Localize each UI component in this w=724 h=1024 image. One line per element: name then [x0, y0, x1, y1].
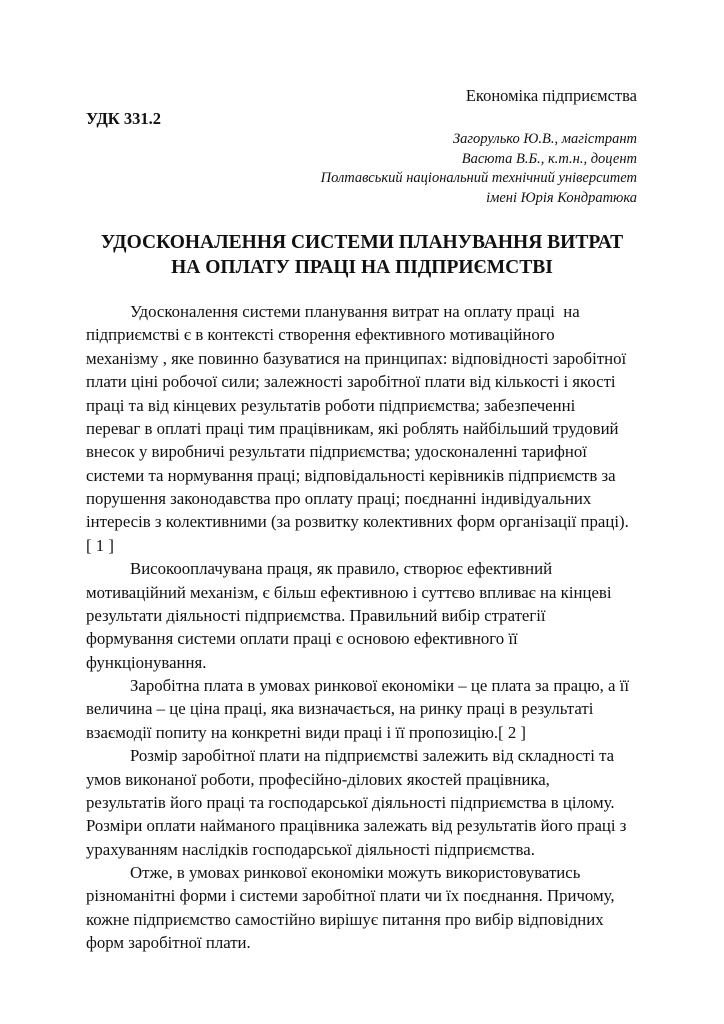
paragraph-line: форм заробітної плати. — [86, 933, 251, 953]
author-1: Загорулько Ю.В., магістрант — [452, 131, 637, 147]
paragraph-line: формування системи оплати праці є основою ефективного її — [86, 629, 518, 649]
paragraph-line: Високооплачувана праця, як правило, створює ефективний — [130, 559, 553, 579]
paragraph-line: механізму , яке повинно базуватися на принципах: відповідності заробітної — [86, 348, 627, 368]
udk-code: УДК 331.2 — [86, 109, 162, 128]
paragraph-line: праці та від кінцевих результатів роботи підприємства; забезпеченні — [86, 395, 576, 415]
affiliation-name: імені Юрія Кондратюка — [486, 190, 637, 207]
affiliation: Полтавський національний технічний університет — [320, 170, 637, 187]
paragraph — [86, 557, 646, 674]
paragraph-line: урахуванням наслідків господарської діяльності підприємства. — [86, 839, 535, 859]
paragraph-line: порушення законодавства про оплату праці; поєднанні індивідуальних — [86, 489, 592, 508]
paragraph-line: Удосконалення системи планування витрат на оплату праці на — [130, 302, 580, 321]
title-line: НА ОПЛАТУ ПРАЦІ НА ПІДПРИЄМСТВІ — [171, 257, 553, 278]
paragraph-line: результати діяльності підприємства. Правильний вибір стратегії — [86, 605, 546, 625]
paragraph-line: результатів його праці та господарської діяльності підприємства в цілому. — [86, 792, 615, 812]
paragraph-line: різноманітні форми і системи заробітної плати чи їх поєднання. Причому, — [86, 886, 615, 906]
paragraph-line: мотиваційний механізм, є більш ефективною і суттєво впливає на кінцеві — [86, 582, 612, 602]
paragraph — [86, 861, 646, 955]
paragraph-line: Отже, в умовах ринкової економіки можуть використовуватись — [130, 863, 581, 882]
paragraph-line: переваг в оплаті праці тим працівникам, які роблять найбільший трудовий — [86, 418, 619, 438]
paragraph-line: Заробітна плата в умовах ринкової економіки – це плата за працю, а її — [130, 676, 630, 695]
author-2: Васюта В.Б., к.т.н., доцент — [461, 150, 637, 167]
paragraph-line: підприємстві є в контексті створення ефективного мотиваційного — [86, 325, 555, 345]
paragraph-line: плати ціні робочої сили; залежності заробітної плати від кількості і якості — [86, 372, 616, 392]
paragraph-line: інтересів з колективними (за розвитку колективних форм організації праці). — [86, 512, 629, 532]
journal-section: Економіка підприємства — [465, 86, 637, 105]
article-title — [0, 230, 724, 280]
paragraph-line: системи та нормування праці; відповідальності керівників підприємств за — [86, 465, 616, 485]
title-line: УДОСКОНАЛЕННЯ СИСТЕМИ ПЛАНУВАННЯ ВИТРАТ — [100, 232, 624, 253]
paragraph — [86, 300, 646, 557]
paragraph — [86, 744, 646, 861]
paragraph-line: взаємодії попиту на конкретні види праці і її пропозицію.[ 2 ] — [86, 722, 527, 742]
paragraph-line: кожне підприємство самостійно вирішує питання про вибір відповідних — [86, 909, 604, 929]
authors-block — [321, 130, 637, 209]
article-body — [86, 300, 646, 955]
paragraph-line: внесок у виробничі результати підприємства; удосконаленні тарифної — [86, 442, 587, 462]
paragraph-line: функціонування. — [86, 652, 207, 672]
paragraph-line: Розміри оплати найманого працівника залежать від результатів його праці з — [86, 816, 627, 836]
paragraph-line: умов виконаної роботи, професійно-ділових якостей працівника, — [86, 769, 550, 789]
paragraph-line: [ 1 ] — [86, 535, 114, 555]
paragraph — [86, 674, 646, 744]
paragraph-line: Розмір заробітної плати на підприємстві залежить від складності та — [130, 746, 615, 766]
paragraph-line: величина – це ціна праці, яка визначається, на ринку праці в результаті — [86, 699, 594, 719]
